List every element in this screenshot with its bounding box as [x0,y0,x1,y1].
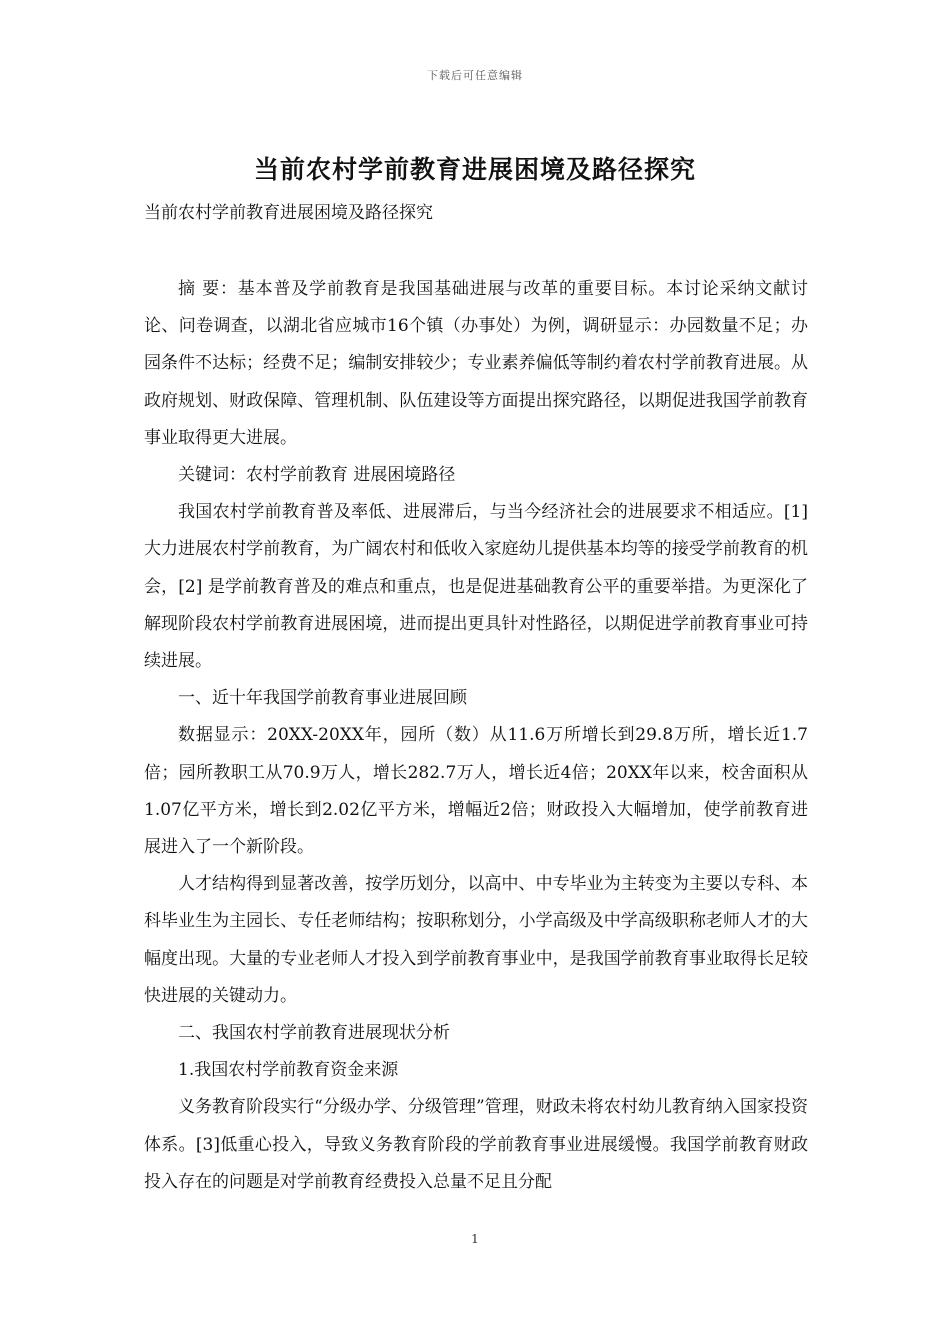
page-number: 1 [471,1232,479,1246]
abstract-paragraph: 摘 要：基本普及学前教育是我国基础进展与改革的重要目标。本讨论采纳文献讨论、问卷调查，以湖北省应城市16个镇（办事处）为例，调研显示：办园数量不足；办园条件不达标；经费不足；编制安排较少；专业素养偏低等制约着农村学前教育进展。从政府规划、财政保障、管理机制、队伍建设等方面提出探究路径，以期促进我国学前教育事业取得更大进展。 [144,279,808,448]
section-heading-2: 二、我国农村学前教育进展现状分析 [178,1023,450,1044]
document-title: 当前农村学前教育进展困境及路径探究 [253,155,696,184]
document-subtitle: 当前农村学前教育进展困境及路径探究 [144,203,433,223]
data-paragraph: 数据显示：20XX-20XX年，园所（数）从11.6万所增长到29.8万所，增长近1.7倍；园所教职工从70.9万人，增长282.7万人，增长近4倍；20XX年以来，校舍面积从1.07亿平方米，增长到2.02亿平方米，增幅近2倍；财政投入大幅增加，使学前教育进展进入了一个新阶段。 [144,725,808,858]
intro-paragraph: 我国农村学前教育普及率低、进展滞后，与当今经济社会的进展要求不相适应。[1]大力进展农村学前教育，为广阔农村和低收入家庭幼儿提供基本均等的接受学前教育的机会，[2] 是学前教育普及的难点和重点，也是促进基础教育公平的重要举措。为更深化了解现阶段农村学前教育进展困境，进而提出更具针对性路径，以期促进学前教育事业可持续进展。 [144,502,808,672]
subsection-heading-1: 1.我国农村学前教育资金来源 [178,1060,399,1081]
funding-paragraph: 义务教育阶段实行“分级办学、分级管理”管理，财政未将农村幼儿教育纳入国家投资体系。[3]低重心投入，导致义务教育阶段的学前教育事业进展缓慢。我国学前教育财政投入存在的问题是对学前教育经费投入总量不足且分配 [144,1097,808,1192]
talent-paragraph: 人才结构得到显著改善，按学历划分，以高中、中专毕业为主转变为主要以专科、本科毕业生为主园长、专任老师结构；按职称划分，小学高级及中学高级职称老师人才的大幅度出现。大量的专业老师人才投入到学前教育事业中，是我国学前教育事业取得长足较快进展的关键动力。 [144,874,808,1006]
page-header-note: 下载后可任意编辑 [427,69,523,82]
document-body [144,271,808,1201]
section-heading-1: 一、近十年我国学前教育事业进展回顾 [178,688,467,709]
keywords-paragraph: 关键词：农村学前教育 进展困境路径 [178,465,456,486]
